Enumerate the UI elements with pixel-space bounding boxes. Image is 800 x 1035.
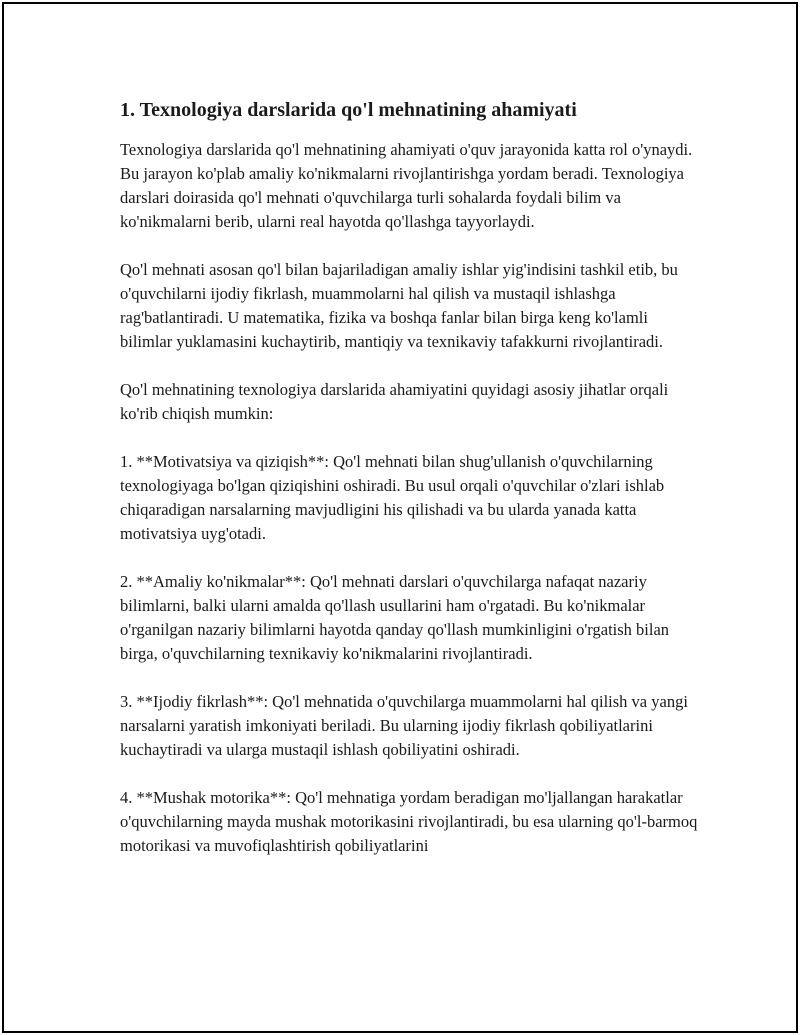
- list-item-practical-skills: 2. **Amaliy ko'nikmalar**: Qo'l mehnati darslari o'quvchilarga nafaqat nazariy bilimlarni, balki ularni amalda qo'llash usullarini ham o'rgatadi. Bu ko'nikmalar o'rganilgan nazariy bilimlarni hayotda qanday qo'llash mumkinligini o'rgatish bilan birga, o'quvchilarning texnikaviy ko'nikmalarini rivojlantiradi.: [120, 572, 670, 663]
- list-item-motor-skills: 4. **Mushak motorika**: Qo'l mehnatiga yordam beradigan mo'ljallangan harakatlar o'quvchilarning mayda mushak motorikasini rivojlantiradi, bu esa ularning qo'l-barmoq motorikasi va muvofiqlashtirish qobiliyatlarini: [120, 788, 698, 855]
- section-title: 1. Texnologiya darslarida qo'l mehnatining ahamiyati: [120, 99, 577, 121]
- document-content: [120, 96, 700, 882]
- list-item-creative-thinking: 3. **Ijodiy fikrlash**: Qo'l mehnatida o'quvchilarga muammolarni hal qilish va yangi narsalarni yaratish imkoniyati beriladi. Bu ularning ijodiy fikrlash qobiliyatlarini kuchaytiradi va ularga mustaqil ishlash qobiliyatini oshiradi.: [120, 692, 688, 759]
- paragraph-definition: Qo'l mehnati asosan qo'l bilan bajariladigan amaliy ishlar yig'indisini tashkil etib, bu o'quvchilarni ijodiy fikrlash, muammolarni hal qilish va mustaqil ishlashga rag'batlantiradi. U matematika, fizika va boshqa fanlar bilan birga keng ko'lamli bilimlar yuklamasini kuchaytirib, mantiqiy va texnikaviy tafakkurni rivojlantiradi.: [120, 260, 678, 351]
- paragraph-aspects-lead: Qo'l mehnatining texnologiya darslarida ahamiyatini quyidagi asosiy jihatlar orqali ko'rib chiqish mumkin:: [120, 380, 669, 423]
- list-item-motivation: 1. **Motivatsiya va qiziqish**: Qo'l mehnati bilan shug'ullanish o'quvchilarning texnologiyaga bo'lgan qiziqishini oshiradi. Bu usul orqali o'quvchilar o'zlari ishlab chiqaradigan narsalarning mavjudligini his qilishadi va bu ularda yanada katta motivatsiya uyg'otadi.: [120, 452, 665, 543]
- paragraph-intro: Texnologiya darslarida qo'l mehnatining ahamiyati o'quv jarayonida katta rol o'ynaydi. Bu jarayon ko'plab amaliy ko'nikmalarni rivojlantirishga yordam beradi. Texnologiya darslari doirasida qo'l mehnati o'quvchilarga turli sohalarda foydali bilim va ko'nikmalarni berib, ularni real hayotda qo'llashga tayyorlaydi.: [120, 140, 693, 231]
- document-page: [2, 2, 798, 1033]
